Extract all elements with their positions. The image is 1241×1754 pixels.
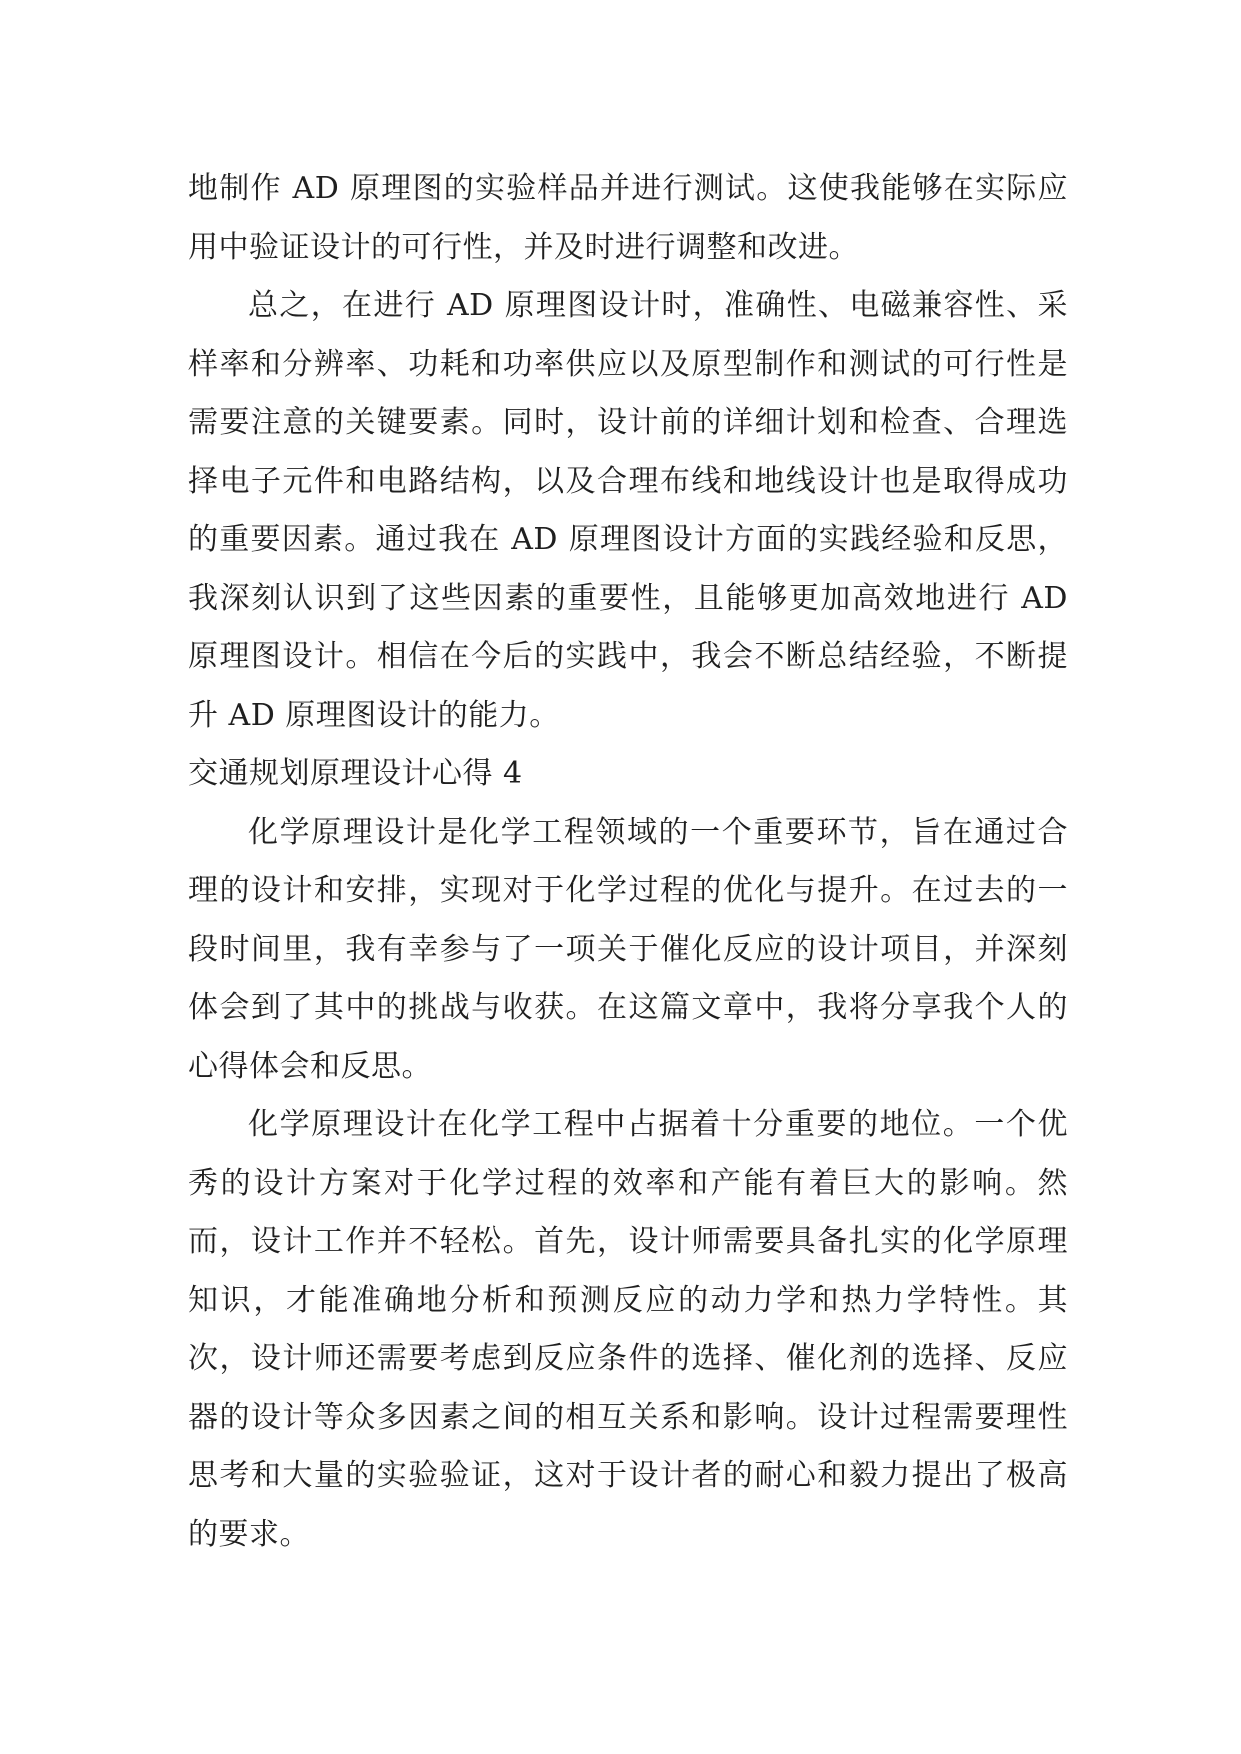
document-body xyxy=(188,160,1068,1564)
section-title: 交通规划原理设计心得 4 xyxy=(188,756,523,791)
paragraph-intro: 化学原理设计是化学工程领域的一个重要环节，旨在通过合理的设计和安排，实现对于化学过程的优化与提升。在过去的一段时间里，我有幸参与了一项关于催化反应的设计项目，并深刻体会到了其中的挑战与收获。在这篇文章中，我将分享我个人的心得体会和反思。 xyxy=(188,814,1068,1084)
paragraph-importance: 化学原理设计在化学工程中占据着十分重要的地位。一个优秀的设计方案对于化学过程的效率和产能有着巨大的影响。然而，设计工作并不轻松。首先，设计师需要具备扎实的化学原理知识，才能准确地分析和预测反应的动力学和热力学特性。其次，设计师还需要考虑到反应条件的选择、催化剂的选择、反应器的设计等众多因素之间的相互关系和影响。设计过程需要理性思考和大量的实验验证，这对于设计者的耐心和毅力提出了极高的要求。 xyxy=(188,1107,1068,1552)
paragraph-continuation: 地制作 AD 原理图的实验样品并进行测试。这使我能够在实际应用中验证设计的可行性，并及时进行调整和改进。 xyxy=(188,171,1068,265)
paragraph-summary: 总之，在进行 AD 原理图设计时，准确性、电磁兼容性、采样率和分辨率、功耗和功率供应以及原型制作和测试的可行性是需要注意的关键要素。同时，设计前的详细计划和检查、合理选择电子元件和电路结构，以及合理布线和地线设计也是取得成功的重要因素。通过我在 AD 原理图设计方面的实践经验和反思，我深刻认识到了这些因素的重要性，且能够更加高效地进行 AD 原理图设计。相信在今后的实践中，我会不断总结经验，不断提升 AD 原理图设计的能力。 xyxy=(188,288,1068,733)
